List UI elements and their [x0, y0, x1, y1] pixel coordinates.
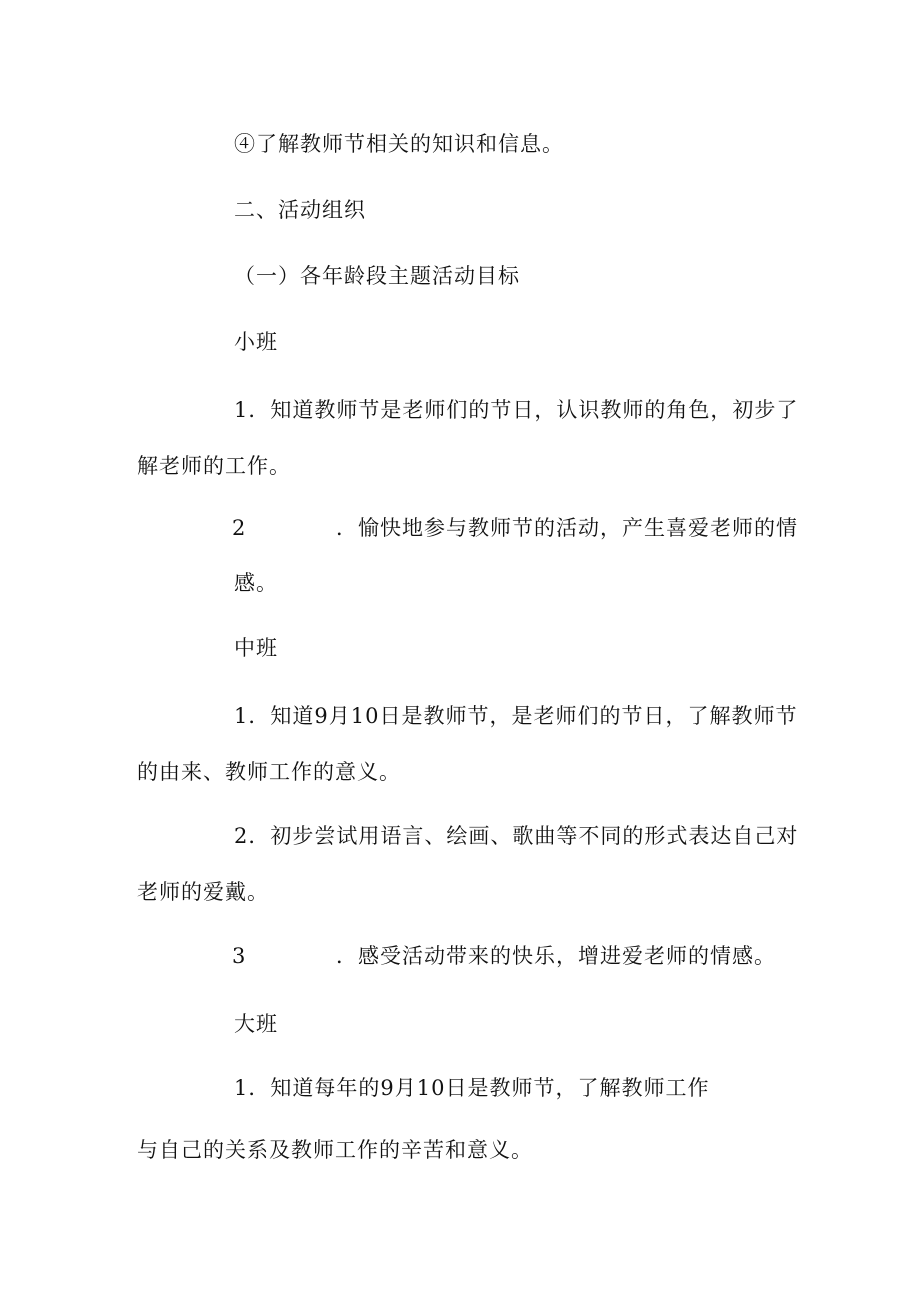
middle-class-goal-3-text: ．感受活动带来的快乐，增进爱老师的情感。	[336, 944, 776, 968]
section-heading-activity-organization: 二、活动组织	[234, 198, 366, 222]
middle-class-goal-1-line-2: 的由来、教师工作的意义。	[137, 760, 401, 784]
small-class-goal-2-number: 2	[232, 516, 246, 540]
large-class-goal-1-line-1: 1．知道每年的9月10日是教师节，了解教师工作	[234, 1076, 710, 1100]
class-heading-large: 大班	[234, 1012, 278, 1036]
small-class-goal-1-line-2: 解老师的工作。	[137, 454, 291, 478]
middle-class-goal-2-line-2: 老师的爱戴。	[137, 880, 269, 904]
subsection-heading-age-goals: （一）各年龄段主题活动目标	[234, 264, 520, 288]
class-heading-small: 小班	[234, 330, 278, 354]
class-heading-middle: 中班	[234, 636, 278, 660]
middle-class-goal-3-number: 3	[232, 944, 246, 968]
small-class-goal-2-line-1: ．愉快地参与教师节的活动，产生喜爱老师的情	[336, 516, 798, 540]
middle-class-goal-1-line-1: 1．知道9月10日是教师节，是老师们的节日，了解教师节	[234, 704, 798, 728]
middle-class-goal-2-line-1: 2．初步尝试用语言、绘画、歌曲等不同的形式表达自己对	[234, 824, 799, 848]
small-class-goal-1-line-1: 1．知道教师节是老师们的节日，认识教师的角色，初步了	[234, 398, 799, 422]
small-class-goal-2-line-2: 感。	[234, 571, 278, 595]
large-class-goal-1-line-2: 与自己的关系及教师工作的辛苦和意义。	[137, 1138, 533, 1162]
goal-item-4: ④了解教师节相关的知识和信息。	[234, 132, 564, 156]
